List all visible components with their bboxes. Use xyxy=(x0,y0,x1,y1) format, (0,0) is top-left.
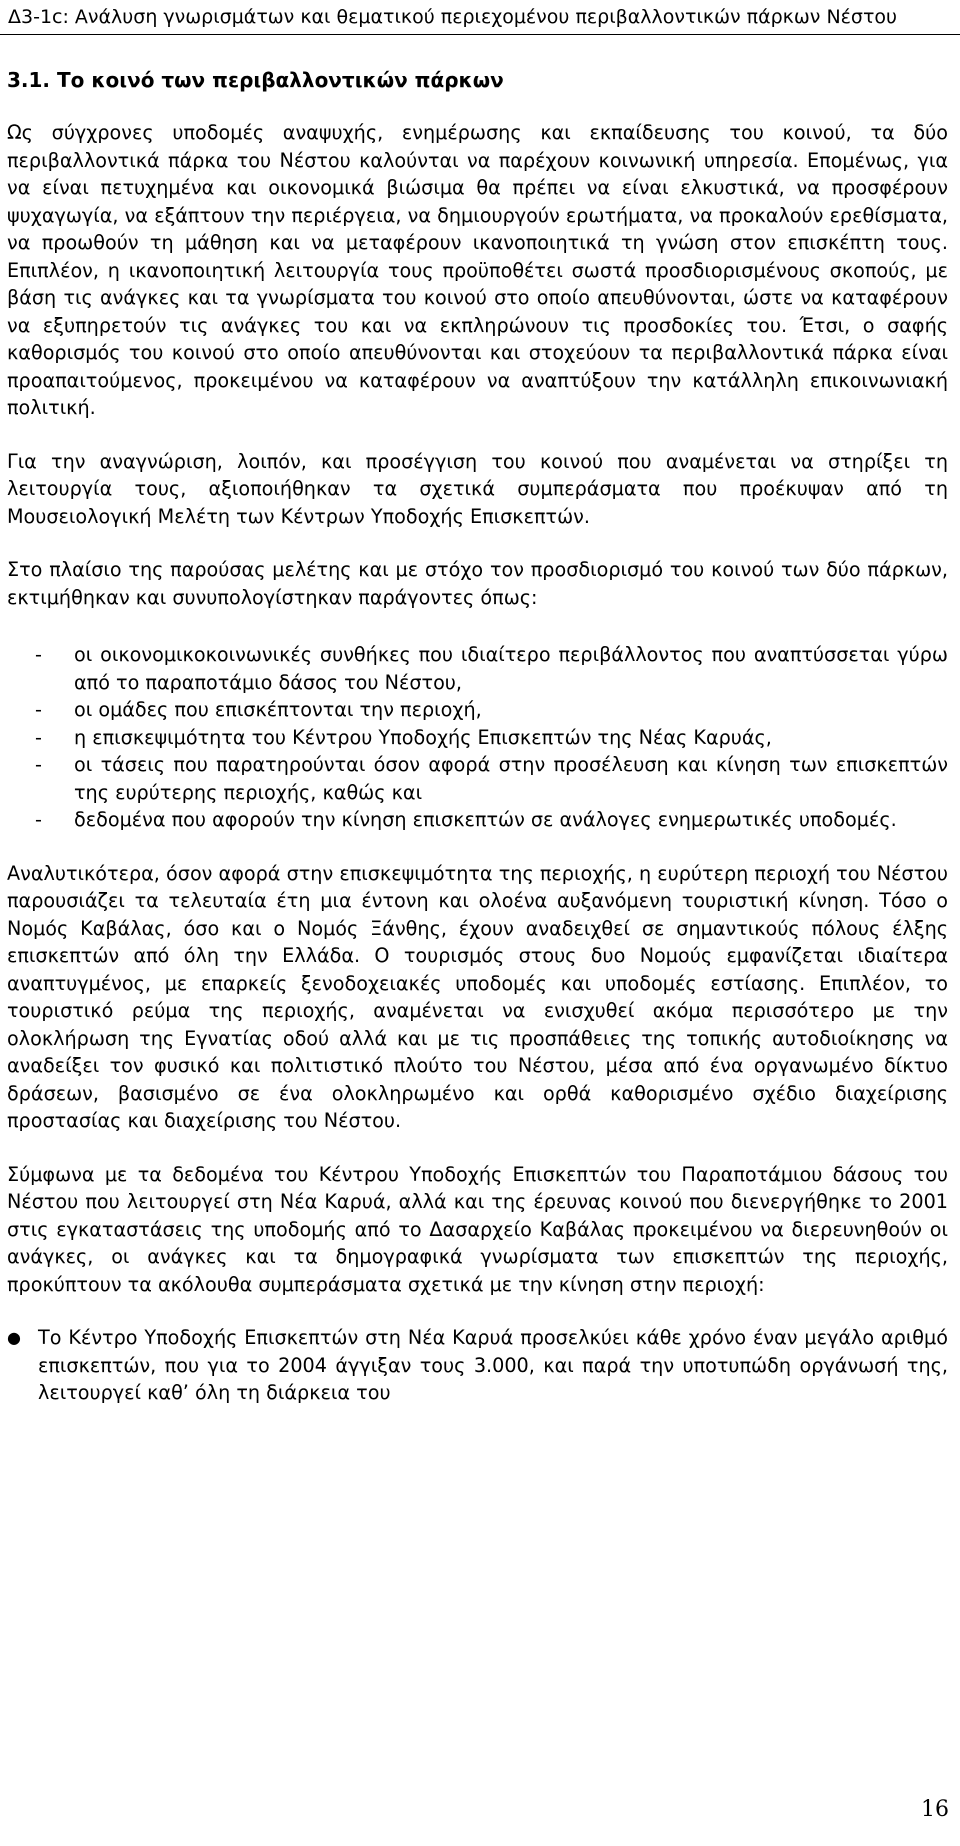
page-content xyxy=(7,66,948,1407)
page-number: 16 xyxy=(921,1797,949,1822)
list-item: - δεδομένα που αφορούν την κίνηση επισκεπτών σε ανάλογες ενημερωτικές υποδομές. xyxy=(7,806,948,834)
list-item: ● Το Κέντρο Υποδοχής Επισκεπτών στη Νέα Καρυά προσελκύει κάθε χρόνο έναν μεγάλο αριθμό επισκεπτών, που για το 2004 άγγιξαν τους 3.000, και παρά την υποτυπώδη οργάνωσή της, λειτουργεί καθ’ όλη τη διάρκεια του xyxy=(7,1326,948,1404)
paragraph-intro: Ως σύγχρονες υποδομές αναψυχής, ενημέρωσης και εκπαίδευσης του κοινού, τα δύο περιβαλλοντικά πάρκα του Νέστου καλούνται να παρέχουν κοινωνική υπηρεσία. Επομένως, για να είναι πετυχημένα και οικονομικά βιώσιμα θα πρέπει να είναι ελκυστικά, να προσφέρουν ψυχαγωγία, να εξάπτουν την περιέργεια, να δημιουργούν ερωτήματα, να προκαλούν ερεθίσματα, να προωθούν τη μάθηση και να μεταφέρουν ικανοποιητικά τη γνώση στον επισκέπτη τους. Επιπλέον, η ικανοποιητική λειτουργία τους προϋποθέτει σωστά προσδιορισμένους σκοπούς, με βάση τις ανάγκες και τα γνωρίσματα του κοινού στο οποίο απευθύνονται, ώστε να καταφέρουν να εξυπηρετούν τις ανάγκες του και να εκπληρώνουν τις προσδοκίες του. Έτσι, ο σαφής καθορισμός του κοινού στο οποίο απευθύνονται και στοχεύουν τα περιβαλλοντικά πάρκα είναι προαπαιτούμενος, προκειμένου να καταφέρουν να αναπτύξουν την κατάλληλη επικοινωνιακή πολιτική. xyxy=(7,121,948,419)
list-item: - οι ομάδες που επισκέπτονται την περιοχή, xyxy=(7,696,948,724)
paragraph-visitor-centre: Σύμφωνα με τα δεδομένα του Κέντρου Υποδοχής Επισκεπτών του Παραποτάμιου δάσους του Νέστου που λειτουργεί στη Νέα Καρυά, αλλά και της έρευνας κοινού που διενεργήθηκε το 2001 στις εγκαταστάσεις της υποδομής από το Δασαρχείο Καβάλας προκειμένου να διερευνηθούν οι ανάγκες, οι ανάγκες και τα δημογραφικά γνωρίσματα των επισκεπτών της περιοχής, προκύπτουν τα ακόλουθα συμπεράσματα σχετικά με την κίνηση στην περιοχή: xyxy=(7,1162,948,1296)
conclusions-list xyxy=(7,1324,948,1407)
list-item: - οι τάσεις που παρατηρούνται όσον αφορά στην προσέλευση και κίνηση των επισκεπτών της ευρύτερης περιοχής, καθώς και xyxy=(35,753,948,804)
list-item: - οι οικονομικοκοινωνικές συνθήκες που ιδιαίτερο περιβάλλοντος που αναπτύσσεται γύρω από το παραποτάμιο δάσος του Νέστου, xyxy=(35,643,948,694)
header-text: Δ3-1c: Ανάλυση γνωρισμάτων και θεματικού περιεχομένου περιβαλλοντικών πάρκων Νέστου xyxy=(8,6,898,28)
bullet-marker: ● xyxy=(7,1328,21,1347)
running-header xyxy=(0,0,960,35)
dash-marker: - xyxy=(35,698,42,721)
paragraph-tourism: Αναλυτικότερα, όσον αφορά στην επισκεψιμότητα της περιοχής, η ευρύτερη περιοχή του Νέστου παρουσιάζει τα τελευταία έτη μια έντονη και ολοένα αυξανόμενη τουριστική κίνηση. Τόσο ο Νομός Καβάλας, όσο και ο Νομός Ξάνθης, έχουν αναδειχθεί σε σημαντικούς πόλους έλξης επισκεπτών από όλη την Ελλάδα. Ο τουρισμός στους δυο Νομούς εμφανίζεται ιδιαίτερα αναπτυγμένος, με επαρκείς ξενοδοχειακές υποδομές και υποδομές εστίασης. Επιπλέον, το τουριστικό ρεύμα της περιοχής, αναμένεται να ενισχυθεί ακόμα περισσότερο με την ολοκλήρωση της Εγνατίας οδού αλλά και με τις προσπάθειες της τοπικής αυτοδιοίκησης να αναδείξει τον φυσικό και πολιτιστικό πλούτο του Νέστου, μέσα από ένα οργανωμένο δίκτυο δράσεων, βασισμένο σε ένα ολοκληρωμένο και ορθά καθορισμένο σχέδιο διαχείρισης προστασίας και διαχείρισης του Νέστου. xyxy=(7,861,948,1132)
paragraph-factors-intro: Στο πλαίσιο της παρούσας μελέτης και με στόχο τον προσδιορισμό του κοινού των δύο πάρκων, εκτιμήθηκαν και συνυπολογίστηκαν παράγοντες όπως: xyxy=(7,558,948,609)
section-title: 3.1. Το κοινό των περιβαλλοντικών πάρκων xyxy=(7,68,504,92)
dash-marker: - xyxy=(35,808,42,831)
dash-marker: - xyxy=(35,753,42,776)
dash-marker: - xyxy=(35,725,42,749)
paragraph-recognition: Για την αναγνώριση, λοιπόν, και προσέγγιση του κοινού που αναμένεται να στηρίξει τη λειτουργία τους, αξιοποιήθηκαν τα σχετικά συμπεράσματα που προέκυψαν από τη Μουσειολογική Μελέτη των Κέντρων Υποδοχής Επισκεπτών. xyxy=(7,449,948,528)
dash-marker: - xyxy=(35,643,42,666)
list-item: - η επισκεψιμότητα του Κέντρου Υποδοχής Επισκεπτών της Νέας Καρυάς, xyxy=(7,724,948,752)
factors-list xyxy=(7,641,948,834)
